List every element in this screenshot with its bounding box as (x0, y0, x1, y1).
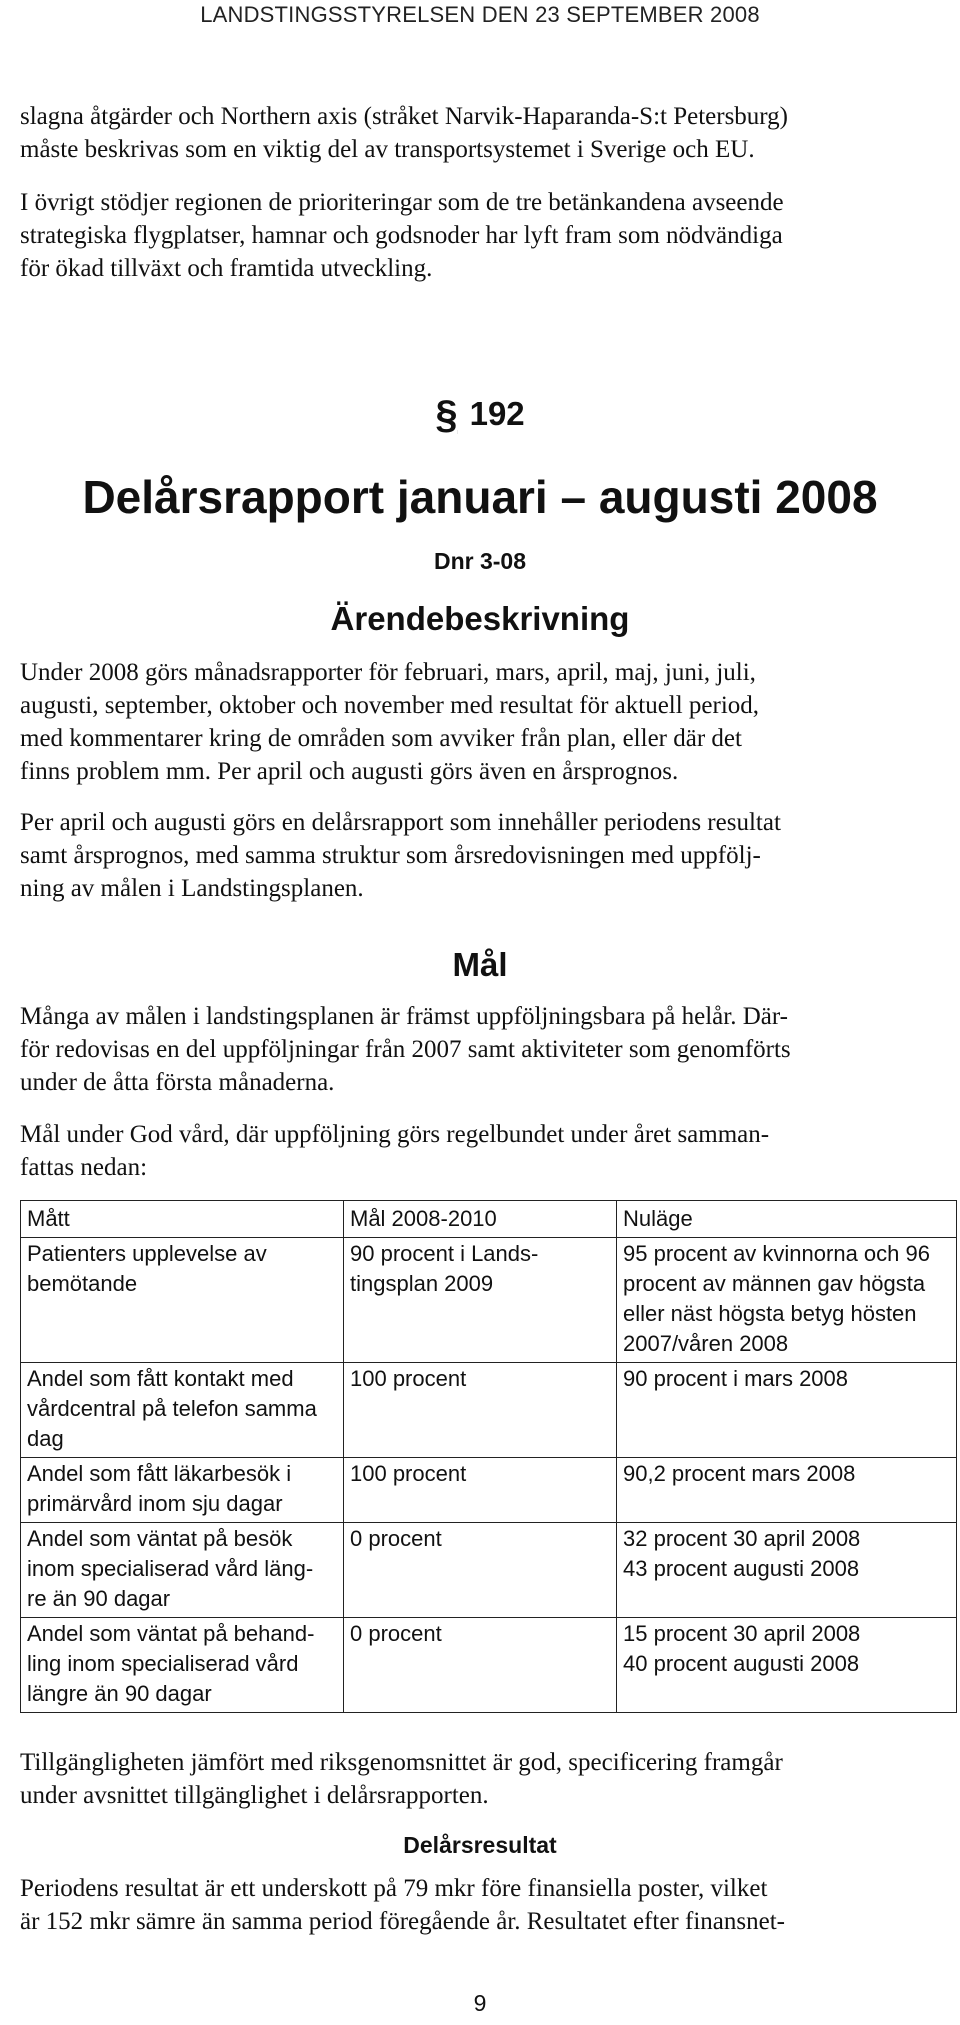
section-number (0, 393, 960, 438)
arendebeskrivning-paragraph-1: Under 2008 görs månadsrapporter för februari, mars, april, maj, juni, juli, augusti, september, oktober och november med resultat för aktuell period, med kommentarer kring de områden som avviker från plan, eller där det finns problem mm. Per april och augusti görs även en årsprognos. (20, 659, 760, 785)
table-cell-mal: 0 procent (344, 1618, 617, 1713)
section-number-value: 192 (469, 395, 525, 432)
table-cell-mal: 0 procent (344, 1523, 617, 1618)
table-cell-mal: 100 procent (344, 1363, 617, 1458)
diary-number: Dnr 3-08 (433, 548, 527, 574)
column-header-matt: Mått (21, 1201, 344, 1238)
table-row (21, 1363, 957, 1458)
arendebeskrivning-paragraph-2: Per april och augusti görs en delårsrapport som innehåller periodens resultat samt årsprognos, med samma struktur som årsredovisningen med uppfölj- ning av målen i Landstingsplanen. (20, 809, 781, 902)
table-cell-mal: 90 procent i Lands- tingsplan 2009 (344, 1238, 617, 1363)
table-cell-matt: Andel som fått läkarbesök i primärvård inom sju dagar (21, 1458, 344, 1523)
table-row (21, 1238, 957, 1363)
mal-paragraph-2: Mål under God vård, där uppföljning görs regelbundet under året samman- fattas nedan: (20, 1121, 770, 1181)
page-title: Delårsrapport januari – augusti 2008 (82, 471, 878, 523)
goals-table (20, 1200, 957, 1713)
table-cell-nulage: 95 procent av kvinnorna och 96 procent av männen gav högsta eller näst högsta betyg hösten 2007/våren 2008 (617, 1238, 957, 1363)
table-cell-matt: Andel som väntat på besök inom specialiserad vård läng- re än 90 dagar (21, 1523, 344, 1618)
table-header-row (21, 1201, 957, 1238)
table-row (21, 1458, 957, 1523)
table-row (21, 1523, 957, 1618)
arendebeskrivning-heading: Ärendebeskrivning (330, 600, 630, 637)
page-number: 9 (473, 1990, 487, 2016)
table-cell-matt: Patienters upplevelse av bemötande (21, 1238, 344, 1363)
column-header-mal: Mål 2008-2010 (344, 1201, 617, 1238)
table-cell-nulage: 15 procent 30 april 2008 40 procent augusti 2008 (617, 1618, 957, 1713)
mal-heading: Mål (452, 946, 508, 983)
table-cell-nulage: 90 procent i mars 2008 (617, 1363, 957, 1458)
page-header: LANDSTINGSSTYRELSEN DEN 23 SEPTEMBER 2008 (200, 2, 760, 27)
intro-paragraph-2: I övrigt stödjer regionen de prioriteringar som de tre betänkandena avseende strategiska flygplatser, hamnar och godsnoder har lyft fram som nödvändiga för ökad tillväxt och framtida utveckling. (20, 189, 784, 282)
delarsresultat-paragraph: Periodens resultat är ett underskott på 79 mkr före finansiella poster, vilket är 152 mkr sämre än samma period föregående år. Resultatet efter finansnet- (20, 1875, 785, 1935)
table-cell-matt: Andel som fått kontakt med vårdcentral på telefon samma dag (21, 1363, 344, 1458)
section-sign: § (435, 393, 458, 437)
table-cell-mal: 100 procent (344, 1458, 617, 1523)
table-cell-matt: Andel som väntat på behand- ling inom specialiserad vård längre än 90 dagar (21, 1618, 344, 1713)
accessibility-paragraph: Tillgängligheten jämfört med riksgenomsnittet är god, specificering framgår under avsnittet tillgänglighet i delårsrapporten. (20, 1749, 783, 1809)
column-header-nulage: Nuläge (617, 1201, 957, 1238)
delarsresultat-heading: Delårsresultat (403, 1832, 557, 1858)
table-row (21, 1618, 957, 1713)
intro-paragraph-1: slagna åtgärder och Northern axis (stråket Narvik-Haparanda-S:t Petersburg) måste beskrivas som en viktig del av transportsystemet i Sverige och EU. (20, 103, 789, 163)
table-cell-nulage: 90,2 procent mars 2008 (617, 1458, 957, 1523)
table-cell-nulage: 32 procent 30 april 2008 43 procent augusti 2008 (617, 1523, 957, 1618)
mal-paragraph-1: Många av målen i landstingsplanen är främst uppföljningsbara på helår. Där- för redovisas en del uppföljningar från 2007 samt aktiviteter som genomförts under de åtta första månaderna. (20, 1003, 791, 1096)
